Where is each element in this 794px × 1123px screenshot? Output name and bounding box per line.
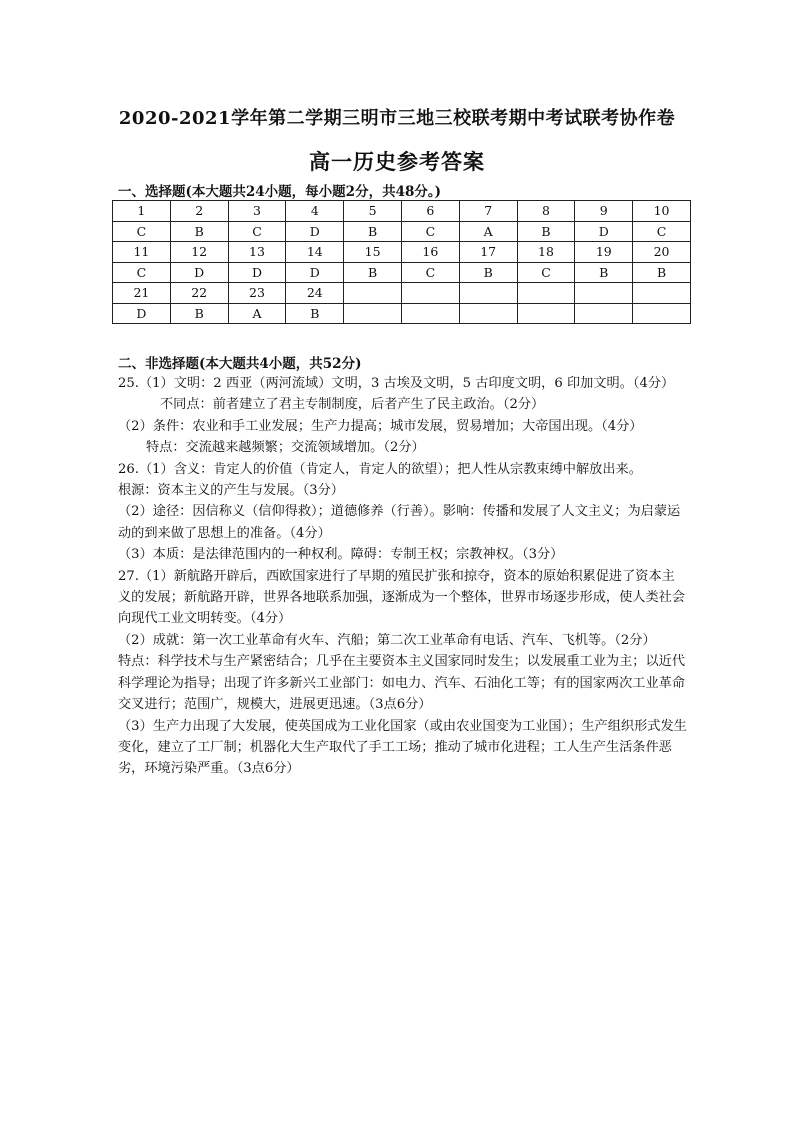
table-cell: 4 bbox=[286, 201, 344, 222]
table-cell: B bbox=[517, 221, 575, 242]
answer-line-26-1: 26.（1）含义：肯定人的价值（肯定人，肯定人的欲望）；把人性从宗教束缚中解放出来。 bbox=[118, 461, 642, 477]
table-cell: 22 bbox=[170, 283, 228, 304]
table-cell: B bbox=[170, 303, 228, 324]
answer-line-27-2-features: 特点：科学技术与生产紧密结合；几乎在主要资本主义国家同时发生；以发展重工业为主；以近代科学理论为指导；出现了许多新兴工业部门：如电力、汽车、石油化工等；有的国家两次工业革命交叉进行；范围广，规模大，进展更迅速。（3点6分） bbox=[118, 654, 686, 713]
table-cell: B bbox=[170, 221, 228, 242]
table-cell: 13 bbox=[228, 242, 286, 263]
table-cell: C bbox=[113, 262, 171, 283]
table-cell: B bbox=[459, 262, 517, 283]
table-cell: 7 bbox=[459, 201, 517, 222]
table-cell bbox=[517, 283, 575, 304]
table-cell: 9 bbox=[575, 201, 633, 222]
table-cell bbox=[575, 283, 633, 304]
table-cell: 11 bbox=[113, 242, 171, 263]
table-cell bbox=[517, 303, 575, 324]
table-row bbox=[113, 242, 691, 263]
table-cell: C bbox=[633, 221, 691, 242]
table-cell: D bbox=[170, 262, 228, 283]
table-cell: D bbox=[286, 262, 344, 283]
table-cell: 12 bbox=[170, 242, 228, 263]
table-cell: 1 bbox=[113, 201, 171, 222]
table-cell: 17 bbox=[459, 242, 517, 263]
answer-body bbox=[118, 373, 688, 780]
table-cell: C bbox=[228, 221, 286, 242]
table-cell: C bbox=[401, 262, 459, 283]
section2-heading: 二、非选择题(本大题共4小题，共52分) bbox=[118, 356, 362, 372]
table-cell: 14 bbox=[286, 242, 344, 263]
answer-line-25-1: 25.（1）文明：2 西亚（两河流域）文明，3 古埃及文明，5 古印度文明，6 印加文明。（4分） bbox=[118, 376, 675, 391]
table-cell bbox=[459, 283, 517, 304]
table-cell: 24 bbox=[286, 283, 344, 304]
table-cell: D bbox=[228, 262, 286, 283]
table-cell: A bbox=[459, 221, 517, 242]
answer-line-27-3: （3）生产力出现了大发展，使英国成为工业化国家（或由农业国变为工业国）；生产组织形式发生变化，建立了工厂制；机器化大生产取代了手工工场；推动了城市化进程；工人生产生活条件恶劣，环境污染严重。（3点6分） bbox=[118, 718, 687, 777]
table-cell: 19 bbox=[575, 242, 633, 263]
page-title: 2020-2021学年第二学期三明市三地三校联考期中考试联考协作卷 bbox=[118, 108, 676, 129]
table-cell: B bbox=[344, 221, 402, 242]
section1-heading: 一、选择题(本大题共24小题，每小题2分，共48分。) bbox=[118, 184, 441, 200]
table-cell bbox=[633, 303, 691, 324]
answer-line-25-1-diff: 不同点：前者建立了君主专制制度，后者产生了民主政治。（2分） bbox=[160, 397, 545, 413]
table-cell: D bbox=[575, 221, 633, 242]
table-cell: 10 bbox=[633, 201, 691, 222]
table-row bbox=[113, 201, 691, 222]
table-cell: B bbox=[286, 303, 344, 324]
table-cell: 15 bbox=[344, 242, 402, 263]
table-cell: 20 bbox=[633, 242, 691, 263]
table-cell: C bbox=[517, 262, 575, 283]
table-cell bbox=[401, 283, 459, 304]
answer-line-26-2: （2）途径：因信称义（信仰得救）；道德修养（行善）。影响：传播和发展了人文主义；为启蒙运动的到来做了思想上的准备。（4分） bbox=[118, 504, 681, 541]
page-subtitle: 高一历史参考答案 bbox=[309, 149, 485, 174]
table-cell: C bbox=[401, 221, 459, 242]
answer-table bbox=[112, 200, 691, 324]
table-cell: 6 bbox=[401, 201, 459, 222]
table-cell: B bbox=[633, 262, 691, 283]
answer-line-26-3: （3）本质：是法律范围内的一种权利。障碍：专制王权；宗教神权。（3分） bbox=[118, 547, 564, 563]
answer-line-26-1-root: 根源：资本主义的产生与发展。（3分） bbox=[118, 483, 344, 499]
table-row bbox=[113, 262, 691, 283]
table-cell: 21 bbox=[113, 283, 171, 304]
table-cell bbox=[633, 283, 691, 304]
table-cell: D bbox=[286, 221, 344, 242]
table-row bbox=[113, 283, 691, 304]
table-cell bbox=[575, 303, 633, 324]
answer-line-27-2: （2）成就：第一次工业革命有火车、汽船；第二次工业革命有电话、汽车、飞机等。（2分） bbox=[118, 632, 656, 648]
table-cell bbox=[344, 283, 402, 304]
table-cell: 16 bbox=[401, 242, 459, 263]
table-cell: 23 bbox=[228, 283, 286, 304]
table-cell: 3 bbox=[228, 201, 286, 222]
answer-line-25-2: （2）条件：农业和手工业发展；生产力提高；城市发展，贸易增加；大帝国出现。（4分） bbox=[118, 418, 643, 434]
table-cell bbox=[459, 303, 517, 324]
table-cell: B bbox=[575, 262, 633, 283]
table-cell: 5 bbox=[344, 201, 402, 222]
table-cell: 18 bbox=[517, 242, 575, 263]
table-cell: B bbox=[344, 262, 402, 283]
table-row bbox=[113, 221, 691, 242]
table-cell: 8 bbox=[517, 201, 575, 222]
table-cell: A bbox=[228, 303, 286, 324]
answer-line-25-2-features: 特点：交流越来越频繁；交流领域增加。（2分） bbox=[146, 440, 425, 456]
table-cell: 2 bbox=[170, 201, 228, 222]
answer-line-27-1: 27.（1）新航路开辟后，西欧国家进行了早期的殖民扩张和掠夺，资本的原始积累促进了资本主义的发展；新航路开辟，世界各地联系加强，逐渐成为一个整体，世界市场逐步形成，使人类社会向现代工业文明转变。（4分） bbox=[118, 568, 686, 627]
table-cell: D bbox=[113, 303, 171, 324]
table-cell bbox=[401, 303, 459, 324]
table-cell bbox=[344, 303, 402, 324]
table-cell: C bbox=[113, 221, 171, 242]
table-row bbox=[113, 303, 691, 324]
